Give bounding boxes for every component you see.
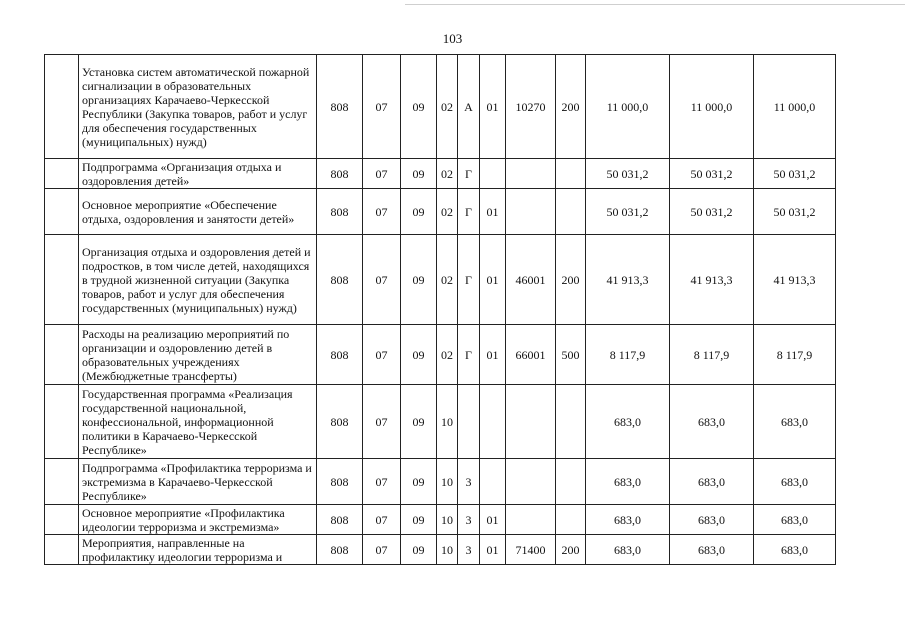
code-direction: 66001 [506,325,556,385]
row-number-cell [45,385,79,459]
row-number-cell [45,459,79,505]
row-number-cell [45,55,79,159]
amount-year-1: 41 913,3 [586,235,670,325]
table-row [45,189,836,235]
table-row [45,55,836,159]
amount-year-2: 11 000,0 [670,55,754,159]
amount-year-1: 683,0 [586,505,670,535]
code-subsection: 09 [401,535,437,565]
amount-year-3: 50 031,2 [754,189,836,235]
code-activity [480,385,506,459]
code-expense-type: 200 [556,235,586,325]
code-expense-type [556,159,586,189]
page-number: 103 [442,31,463,46]
code-activity: 01 [480,189,506,235]
code-direction: 10270 [506,55,556,159]
code-ministry: 808 [317,325,363,385]
amount-year-2: 41 913,3 [670,235,754,325]
code-section: 07 [363,535,401,565]
code-subsection: 09 [401,459,437,505]
code-program: 02 [437,189,458,235]
scan-edge-line [405,4,905,5]
row-name: Основное мероприятие «Обеспечение отдыха, оздоровления и занятости детей» [79,189,317,235]
amount-year-3: 50 031,2 [754,159,836,189]
row-name: Подпрограмма «Профилактика терроризма и экстремизма в Карачаево-Черкесской Республике» [79,459,317,505]
code-section: 07 [363,385,401,459]
code-ministry: 808 [317,535,363,565]
code-direction [506,189,556,235]
code-ministry: 808 [317,385,363,459]
amount-year-1: 8 117,9 [586,325,670,385]
code-ministry: 808 [317,55,363,159]
code-program: 10 [437,459,458,505]
amount-year-1: 683,0 [586,385,670,459]
code-section: 07 [363,459,401,505]
code-activity: 01 [480,535,506,565]
amount-year-3: 683,0 [754,535,836,565]
code-ministry: 808 [317,459,363,505]
code-subprogram: А [458,55,480,159]
code-ministry: 808 [317,505,363,535]
row-number-cell [45,325,79,385]
code-ministry: 808 [317,189,363,235]
code-activity: 01 [480,505,506,535]
amount-year-1: 50 031,2 [586,159,670,189]
code-subsection: 09 [401,55,437,159]
code-subsection: 09 [401,159,437,189]
row-number-cell [45,189,79,235]
code-program: 10 [437,535,458,565]
code-program: 02 [437,159,458,189]
amount-year-3: 683,0 [754,505,836,535]
row-number-cell [45,505,79,535]
row-name: Установка систем автоматической пожарной сигнализации в образовательных организациях Карачаево-Черкесской Республики (Закупка товаров, работ и услуг для обеспечения государственных (муниципальных) нужд) [79,55,317,159]
amount-year-3: 41 913,3 [754,235,836,325]
code-activity: 01 [480,235,506,325]
amount-year-3: 683,0 [754,459,836,505]
table-row [45,535,836,565]
code-section: 07 [363,55,401,159]
code-expense-type: 200 [556,535,586,565]
code-direction: 46001 [506,235,556,325]
code-subprogram: 3 [458,459,480,505]
amount-year-1: 11 000,0 [586,55,670,159]
code-direction: 71400 [506,535,556,565]
code-expense-type [556,189,586,235]
code-subprogram [458,385,480,459]
code-direction [506,459,556,505]
amount-year-2: 683,0 [670,505,754,535]
code-section: 07 [363,235,401,325]
amount-year-2: 50 031,2 [670,189,754,235]
code-direction [506,385,556,459]
code-program: 02 [437,235,458,325]
code-expense-type [556,459,586,505]
code-subsection: 09 [401,189,437,235]
code-expense-type [556,385,586,459]
code-subsection: 09 [401,505,437,535]
budget-table [44,54,836,565]
table-row [45,325,836,385]
amount-year-2: 683,0 [670,535,754,565]
row-name: Подпрограмма «Организация отдыха и оздоровления детей» [79,159,317,189]
code-program: 10 [437,385,458,459]
amount-year-2: 683,0 [670,385,754,459]
row-name: Основное мероприятие «Профилактика идеологии терроризма и экстремизма» [79,505,317,535]
code-subsection: 09 [401,325,437,385]
code-section: 07 [363,159,401,189]
code-subprogram: Г [458,325,480,385]
row-name: Организация отдыха и оздоровления детей и подростков, в том числе детей, находящихся в трудной жизненной ситуации (Закупка товаров, работ и услуг для обеспечения государственных (муниципальных) нужд) [79,235,317,325]
amount-year-2: 683,0 [670,459,754,505]
code-program: 02 [437,325,458,385]
amount-year-3: 11 000,0 [754,55,836,159]
code-ministry: 808 [317,235,363,325]
amount-year-3: 8 117,9 [754,325,836,385]
code-subsection: 09 [401,235,437,325]
row-name: Государственная программа «Реализация государственной национальной, конфессиональной, информационной политики в Карачаево-Черкесской Республике» [79,385,317,459]
code-activity [480,159,506,189]
code-subsection: 09 [401,385,437,459]
code-subprogram: Г [458,189,480,235]
table-row [45,385,836,459]
code-activity: 01 [480,325,506,385]
code-subprogram: 3 [458,505,480,535]
amount-year-1: 50 031,2 [586,189,670,235]
code-activity [480,459,506,505]
amount-year-3: 683,0 [754,385,836,459]
table-body [45,55,836,565]
table-row [45,235,836,325]
code-activity: 01 [480,55,506,159]
code-program: 02 [437,55,458,159]
code-subprogram: Г [458,159,480,189]
code-expense-type: 200 [556,55,586,159]
code-subprogram: Г [458,235,480,325]
code-direction [506,505,556,535]
code-program: 10 [437,505,458,535]
code-direction [506,159,556,189]
code-section: 07 [363,505,401,535]
code-expense-type [556,505,586,535]
amount-year-1: 683,0 [586,459,670,505]
code-section: 07 [363,189,401,235]
row-name: Расходы на реализацию мероприятий по организации и оздоровлению детей в образовательных учреждениях (Межбюджетные трансферты) [79,325,317,385]
code-expense-type: 500 [556,325,586,385]
code-subprogram: 3 [458,535,480,565]
amount-year-1: 683,0 [586,535,670,565]
amount-year-2: 50 031,2 [670,159,754,189]
row-number-cell [45,159,79,189]
code-section: 07 [363,325,401,385]
row-number-cell [45,535,79,565]
table-row [45,505,836,535]
row-name: Мероприятия, направленные на профилактику идеологии терроризма и [79,535,317,565]
table-row [45,459,836,505]
amount-year-2: 8 117,9 [670,325,754,385]
code-ministry: 808 [317,159,363,189]
row-number-cell [45,235,79,325]
table-row [45,159,836,189]
